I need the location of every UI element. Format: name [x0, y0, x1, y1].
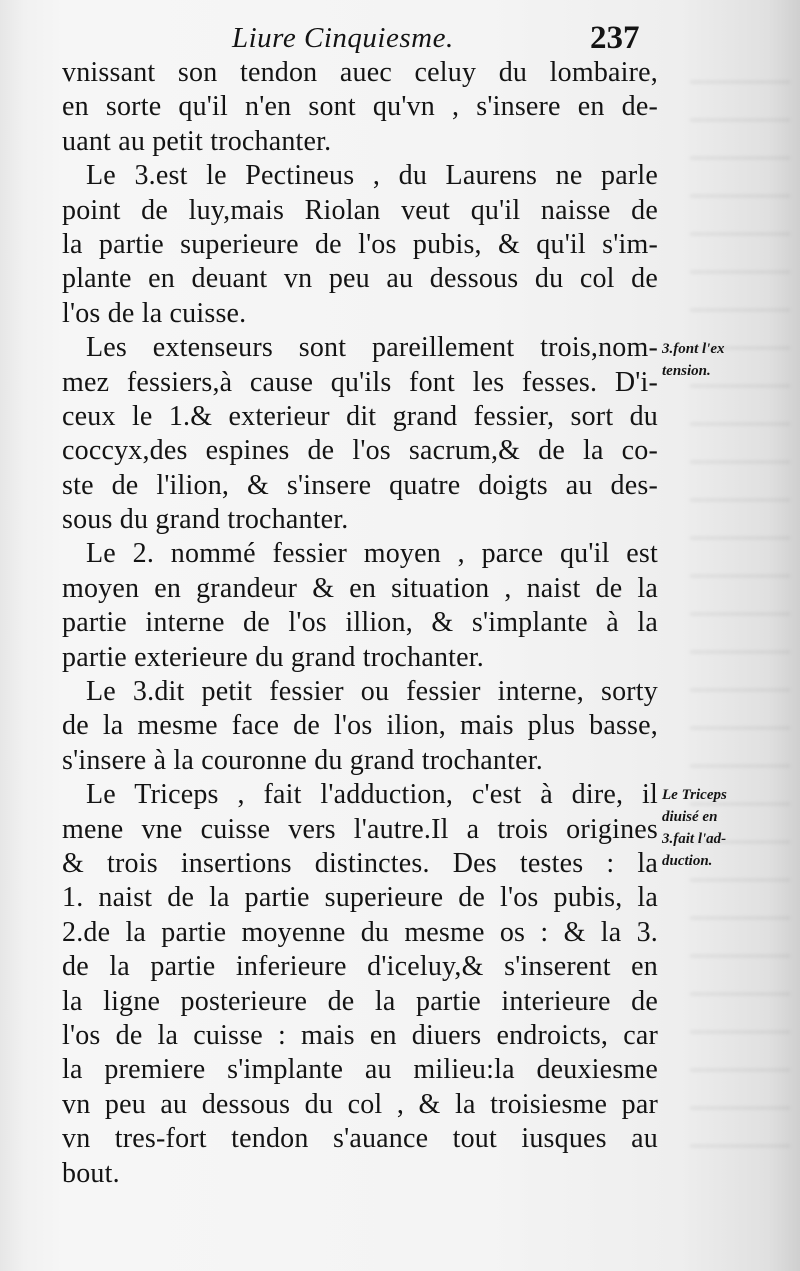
page-number: 237 [590, 20, 640, 56]
text-line: Le 3.dit petit fessier ou fessier interne, sorty [86, 676, 658, 708]
margin-note-line: Le Triceps [662, 787, 727, 803]
margin-note-triceps [662, 784, 800, 872]
text-line: moyen en grandeur & en situation , naist de la [62, 572, 658, 604]
text-line: de la mesme face de l'os ilion, mais plus basse, [62, 710, 658, 742]
text-line: point de luy,mais Riolan veut qu'il naisse de [62, 194, 658, 226]
margin-note-extension [662, 338, 800, 382]
page-header [0, 18, 800, 58]
text-line: Le Triceps , fait l'adduction, c'est à dire, il [86, 779, 658, 811]
text-line: de la partie inferieure d'iceluy,& s'inserent en [62, 951, 658, 983]
text-line: bout. [62, 1157, 120, 1189]
bleed-through-texture [690, 60, 790, 1160]
text-line: vn tres-fort tendon s'auance tout iusques au [62, 1123, 658, 1155]
text-line: sous du grand trochanter. [62, 504, 349, 536]
text-line: la premiere s'implante au milieu:la deuxiesme [62, 1054, 658, 1086]
text-line: coccyx,des espines de l'os sacrum,& de la co- [62, 435, 658, 467]
text-line: la ligne posterieure de la partie interieure de [62, 985, 658, 1017]
text-line: vnissant son tendon auec celuy du lombaire, [62, 57, 658, 88]
text-line: vn peu au dessous du col , & la troisiesme par [62, 1088, 658, 1120]
text-line: partie exterieure du grand trochanter. [62, 641, 484, 673]
text-line: plante en deuant vn peu au dessous du col de [62, 263, 658, 295]
text-line: 1. naist de la partie superieure de l'os pubis, la [62, 882, 658, 914]
text-line: mez fessiers,à cause qu'ils font les fesses. D'i- [62, 366, 658, 398]
margin-note-line: tension. [662, 363, 711, 379]
text-line: Le 3.est le Pectineus , du Laurens ne parle [86, 160, 658, 192]
text-line: l'os de la cuisse : mais en diuers endroicts, car [62, 1019, 658, 1051]
text-line: partie interne de l'os illion, & s'implante à la [62, 607, 658, 639]
text-line: 2.de la partie moyenne du mesme os : & la 3. [62, 916, 658, 948]
text-line: ceux le 1.& exterieur dit grand fessier, sort du [62, 400, 658, 432]
text-line: mene vne cuisse vers l'autre.Il a trois origines [62, 813, 658, 845]
text-line: Le 2. nommé fessier moyen , parce qu'il est [86, 538, 658, 570]
running-title: Liure Cinquiesme. [232, 22, 454, 54]
margin-note-line: diuisé en [662, 809, 718, 825]
text-line: & trois insertions distinctes. Des testes : la [62, 847, 658, 879]
text-line: en sorte qu'il n'en sont qu'vn , s'insere en de- [62, 91, 658, 123]
body-text [62, 56, 658, 1191]
text-line: uant au petit trochanter. [62, 125, 332, 157]
margin-note-line: duction. [662, 853, 713, 869]
margin-note-line: 3.font l'ex [662, 341, 725, 357]
text-line: ste de l'ilion, & s'insere quatre doigts au des- [62, 469, 658, 501]
text-line: la partie superieure de l'os pubis, & qu'il s'im- [62, 228, 658, 260]
text-line: s'insere à la couronne du grand trochanter. [62, 744, 543, 776]
text-line: l'os de la cuisse. [62, 297, 247, 329]
text-line: Les extenseurs sont pareillement trois,nom- [86, 332, 658, 364]
margin-note-line: 3.fait l'ad- [662, 831, 727, 847]
